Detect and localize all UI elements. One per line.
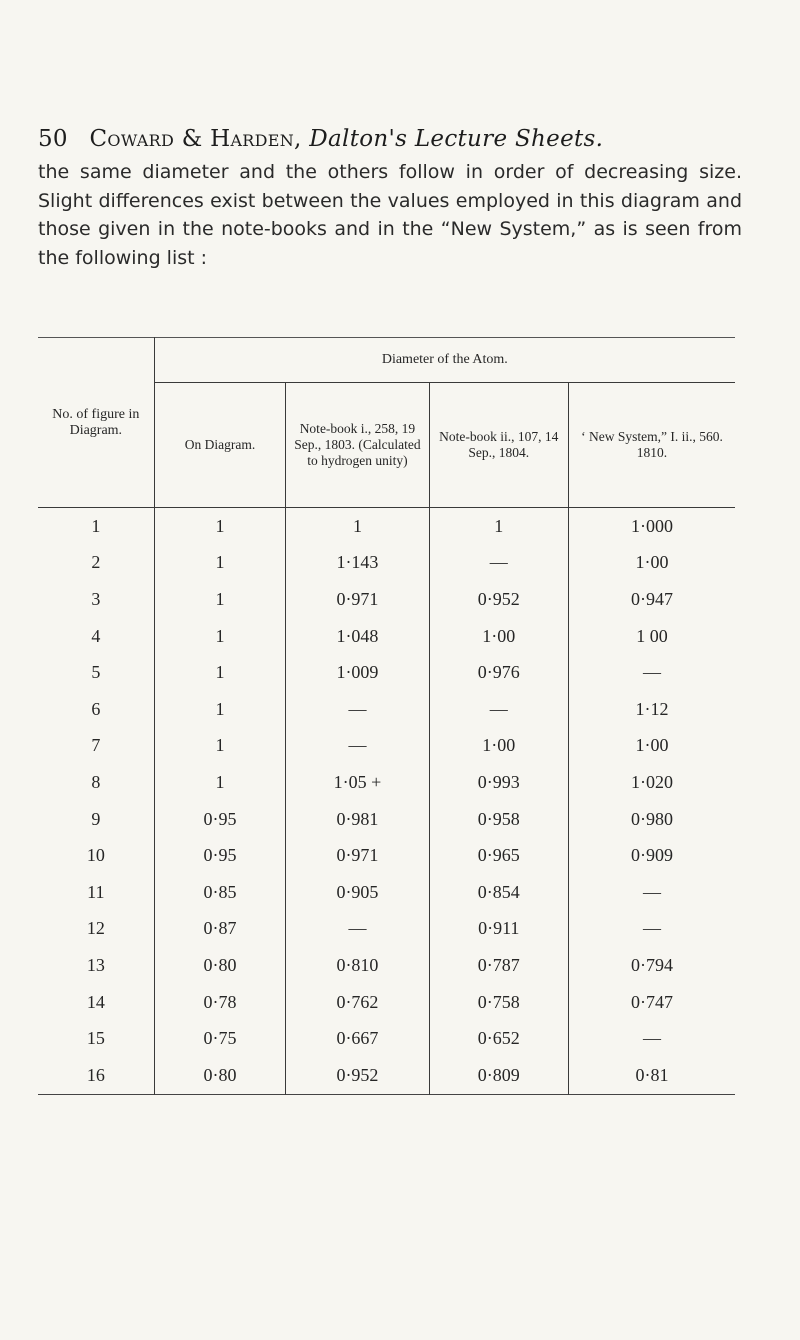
table-row	[38, 1020, 735, 1057]
table-row	[38, 874, 735, 911]
notebook-2-cell: 0·652	[429, 1020, 568, 1057]
running-head-authors: Coward & Harden,	[89, 126, 302, 152]
table-row	[38, 984, 735, 1021]
new-system-cell: 0·947	[630, 588, 673, 609]
figure-number-cell: 6	[38, 691, 154, 728]
figure-number-cell: 9	[38, 801, 154, 838]
notebook-1-cell: 0·981	[286, 801, 429, 838]
on-diagram-cell: 0·80	[154, 947, 286, 984]
notebook-1-cell: 1	[286, 508, 429, 545]
table-row	[38, 947, 735, 984]
notebook-1-cell: 0·971	[286, 581, 429, 618]
figure-number-header: No. of figure in Diagram.	[38, 338, 154, 508]
notebook-2-cell: 1·00	[429, 728, 568, 765]
on-diagram-cell: 0·75	[154, 1020, 286, 1057]
atom-diameter-table-wrapper	[38, 337, 735, 1095]
table-row	[38, 911, 735, 948]
table-row	[38, 618, 735, 655]
on-diagram-cell: 1	[154, 581, 286, 618]
table-row	[38, 837, 735, 874]
table-row	[38, 691, 735, 728]
table-row	[38, 654, 735, 691]
on-diagram-cell: 0·95	[154, 801, 286, 838]
figure-number-cell: 13	[38, 947, 154, 984]
notebook-1-cell: 0·667	[286, 1020, 429, 1057]
on-diagram-cell: 1	[154, 618, 286, 655]
on-diagram-cell: 1	[154, 764, 286, 801]
notebook-1-cell: 0·810	[286, 947, 429, 984]
table-row	[38, 508, 735, 545]
on-diagram-cell: 0·78	[154, 984, 286, 1021]
notebook-1-header: Note-book i., 258, 19 Sep., 1803. (Calculated to hydrogen unity)	[286, 383, 429, 508]
figure-number-cell: 8	[38, 764, 154, 801]
notebook-2-cell: 0·911	[429, 911, 568, 948]
notebook-1-cell: —	[286, 911, 429, 948]
table-row	[38, 801, 735, 838]
page-number: 50	[38, 126, 68, 152]
figure-number-cell: 15	[38, 1020, 154, 1057]
notebook-1-cell: 0·762	[286, 984, 429, 1021]
notebook-2-cell: 0·758	[429, 984, 568, 1021]
notebook-2-cell: 0·854	[429, 874, 568, 911]
table-row	[38, 728, 735, 765]
on-diagram-cell: 1	[154, 508, 286, 545]
new-system-cell: 0·794	[630, 954, 673, 975]
on-diagram-cell: 1	[154, 728, 286, 765]
figure-number-cell: 12	[38, 911, 154, 948]
notebook-2-cell: —	[429, 545, 568, 582]
table-row	[38, 764, 735, 801]
figure-number-cell: 7	[38, 728, 154, 765]
notebook-2-cell: —	[429, 691, 568, 728]
table-row	[38, 581, 735, 618]
atom-diameter-table	[38, 337, 735, 1095]
notebook-2-cell: 0·993	[429, 764, 568, 801]
notebook-2-header: Note-book ii., 107, 14 Sep., 1804.	[429, 383, 568, 508]
new-system-cell: 1·00	[635, 735, 669, 756]
figure-number-cell: 3	[38, 581, 154, 618]
notebook-1-cell: 1·143	[286, 545, 429, 582]
notebook-2-cell: 0·787	[429, 947, 568, 984]
notebook-2-cell: 1	[429, 508, 568, 545]
running-head	[38, 126, 603, 152]
on-diagram-header: On Diagram.	[154, 383, 286, 508]
notebook-2-cell: 0·809	[429, 1057, 568, 1094]
notebook-1-cell: 0·971	[286, 837, 429, 874]
new-system-cell: 1·000	[630, 515, 673, 536]
notebook-2-cell: 0·952	[429, 581, 568, 618]
new-system-cell: 0·747	[630, 991, 673, 1012]
figure-number-cell: 10	[38, 837, 154, 874]
on-diagram-cell: 1	[154, 654, 286, 691]
new-system-cell: —	[642, 918, 661, 939]
new-system-cell: —	[642, 662, 661, 683]
new-system-cell: 1 00	[636, 625, 668, 646]
figure-number-cell: 16	[38, 1057, 154, 1094]
notebook-1-cell: 0·905	[286, 874, 429, 911]
new-system-cell: 0·81	[635, 1064, 669, 1085]
notebook-2-cell: 1·00	[429, 618, 568, 655]
figure-number-cell: 1	[38, 508, 154, 545]
figure-number-cell: 5	[38, 654, 154, 691]
new-system-cell: 0·980	[630, 808, 673, 829]
new-system-cell: 1·12	[635, 698, 669, 719]
notebook-1-cell: 1·05 +	[286, 764, 429, 801]
figure-number-cell: 2	[38, 545, 154, 582]
table-row	[38, 545, 735, 582]
table-row	[38, 1057, 735, 1094]
body-paragraph: the same diameter and the others follow in order of decreasing size. Slight differences exist between the values employed in this diagram and those given in the note-books and in the “New System,” as is seen from the following list :	[38, 161, 742, 269]
figure-number-cell: 14	[38, 984, 154, 1021]
notebook-1-cell: —	[286, 728, 429, 765]
notebook-1-cell: —	[286, 691, 429, 728]
figure-number-cell: 4	[38, 618, 154, 655]
on-diagram-cell: 0·87	[154, 911, 286, 948]
notebook-2-cell: 0·958	[429, 801, 568, 838]
running-head-title: Dalton's Lecture Sheets.	[309, 126, 604, 152]
notebook-2-cell: 0·976	[429, 654, 568, 691]
on-diagram-cell: 1	[154, 691, 286, 728]
notebook-1-cell: 0·952	[286, 1057, 429, 1094]
table-body	[38, 508, 735, 1095]
notebook-2-cell: 0·965	[429, 837, 568, 874]
new-system-cell: —	[642, 1028, 661, 1049]
new-system-cell: —	[642, 881, 661, 902]
on-diagram-cell: 0·95	[154, 837, 286, 874]
notebook-1-cell: 1·009	[286, 654, 429, 691]
figure-number-cell: 11	[38, 874, 154, 911]
new-system-header: ‘ New System,” I. ii., 560. 1810.	[568, 383, 735, 508]
on-diagram-cell: 1	[154, 545, 286, 582]
on-diagram-cell: 0·80	[154, 1057, 286, 1094]
on-diagram-cell: 0·85	[154, 874, 286, 911]
new-system-cell: 1·020	[630, 771, 673, 792]
diameter-group-header: Diameter of the Atom.	[154, 338, 735, 383]
notebook-1-cell: 1·048	[286, 618, 429, 655]
new-system-cell: 0·909	[630, 845, 673, 866]
new-system-cell: 1·00	[635, 552, 669, 573]
